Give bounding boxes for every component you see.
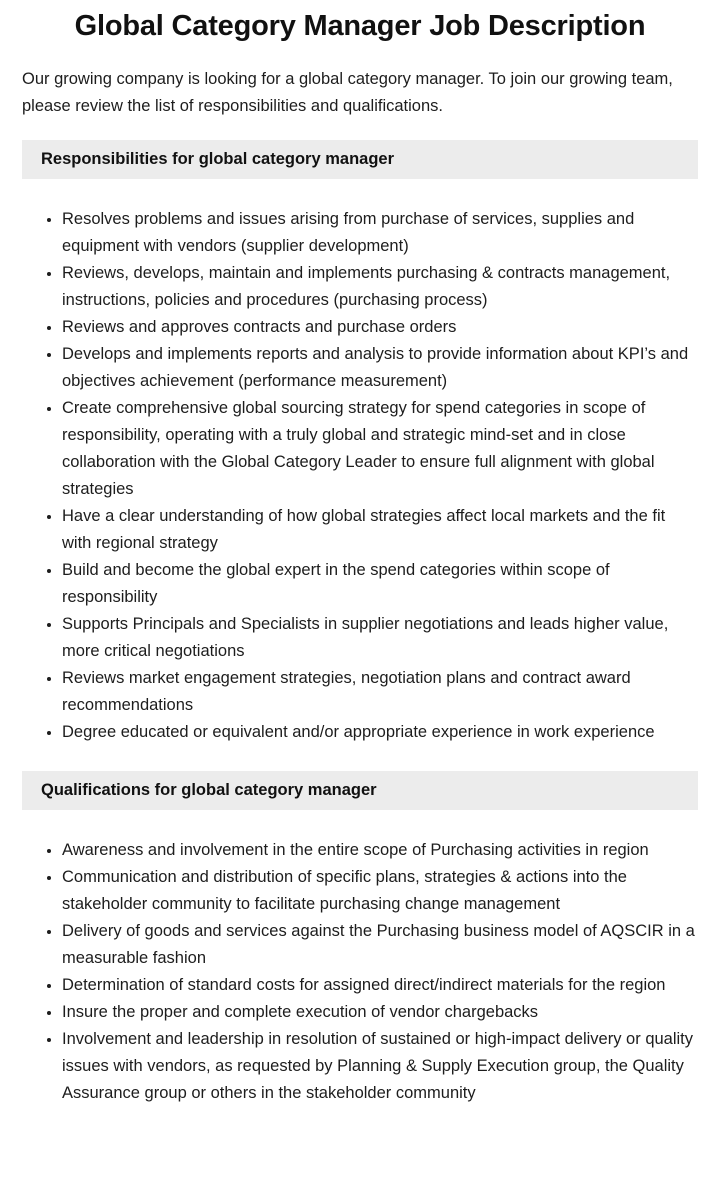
responsibility-list-item: • Supports Principals and Specialists in supplier negotiations and leads higher value, more critical negotiations — [62, 611, 698, 665]
responsibility-list-item: • Build and become the global expert in the spend categories within scope of responsibility — [62, 557, 698, 611]
qualifications-list — [22, 837, 698, 1107]
responsibility-list-item: • Develops and implements reports and analysis to provide information about KPI’s and objectives achievement (performance measurement) — [62, 341, 698, 395]
responsibility-list-item: • Reviews and approves contracts and purchase orders — [62, 314, 698, 341]
responsibility-list-item: • Have a clear understanding of how global strategies affect local markets and the fit with regional strategy — [62, 503, 698, 557]
responsibility-list-item: • Degree educated or equivalent and/or appropriate experience in work experience — [62, 719, 698, 746]
intro-paragraph: Our growing company is looking for a global category manager. To join our growing team, please review the list of responsibilities and qualifications. — [22, 70, 673, 116]
responsibility-list-item: • Reviews, develops, maintain and implements purchasing & contracts management, instructions, policies and procedures (purchasing process) — [62, 260, 698, 314]
qualification-list-item: • Awareness and involvement in the entire scope of Purchasing activities in region — [62, 837, 698, 864]
page-title: Global Category Manager Job Description — [74, 10, 646, 42]
responsibility-list-item: • Reviews market engagement strategies, negotiation plans and contract award recommendations — [62, 665, 698, 719]
responsibility-list-item: • Resolves problems and issues arising from purchase of services, supplies and equipment with vendors (supplier development) — [62, 206, 698, 260]
qualification-list-item: • Communication and distribution of specific plans, strategies & actions into the stakeholder community to facilitate purchasing change management — [62, 864, 698, 918]
responsibilities-list — [22, 206, 698, 746]
qualification-list-item: • Insure the proper and complete execution of vendor chargebacks — [62, 999, 698, 1026]
qualification-list-item: • Delivery of goods and services against the Purchasing business model of AQSCIR in a measurable fashion — [62, 918, 698, 972]
section-qualifications — [22, 771, 698, 1107]
qualification-list-item: • Involvement and leadership in resolution of sustained or high-impact delivery or quality issues with vendors, as requested by Planning & Supply Execution group, the Quality Assurance group or others in the stakeholder community — [62, 1026, 698, 1107]
qualifications-section-heading: Qualifications for global category manager — [22, 771, 698, 810]
qualification-list-item: • Determination of standard costs for assigned direct/indirect materials for the region — [62, 972, 698, 999]
section-responsibilities — [22, 140, 698, 746]
responsibilities-section-heading: Responsibilities for global category manager — [22, 140, 698, 179]
responsibility-list-item: • Create comprehensive global sourcing strategy for spend categories in scope of responsibility, operating with a truly global and strategic mind-set and in close collaboration with the Global Category Leader to ensure full alignment with global strategies — [62, 395, 698, 503]
